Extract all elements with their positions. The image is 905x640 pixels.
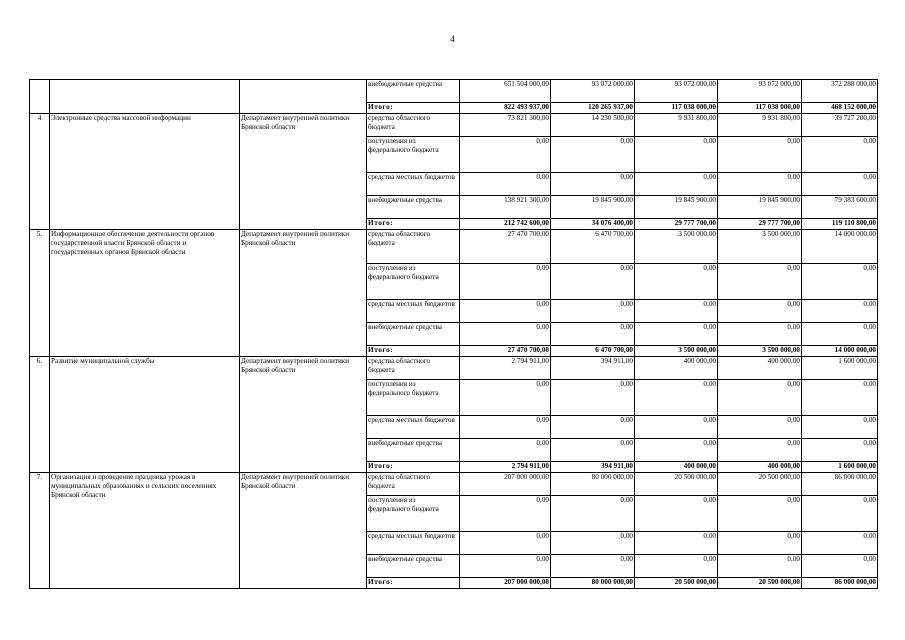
amount-cell: 0,00 (635, 173, 718, 196)
amount-cell: 34 076 400,00 (551, 219, 635, 230)
amount-cell: 0,00 (551, 380, 635, 416)
amount-cell: 19 845 900,00 (718, 196, 802, 219)
amount-cell: 79 383 600,00 (802, 196, 878, 219)
amount-cell: 19 845 900,00 (551, 196, 635, 219)
amount-cell: 27 470 700,00 (460, 230, 551, 264)
amount-cell: 0,00 (635, 323, 718, 346)
funding-source: поступления из федерального бюджета (367, 496, 460, 532)
funding-source: внебюджетные средства (367, 196, 460, 219)
funding-source: средства местных бюджетов (367, 300, 460, 323)
amount-cell: 822 493 937,00 (460, 103, 551, 114)
amount-cell: 119 110 800,00 (802, 219, 878, 230)
amount-cell: 80 000 000,00 (551, 473, 635, 496)
amount-cell: 20 500 000,00 (718, 578, 802, 589)
funding-source: средства областного бюджета (367, 114, 460, 137)
amount-cell: 0,00 (718, 416, 802, 439)
amount-cell: 0,00 (551, 439, 635, 462)
amount-cell: 0,00 (635, 555, 718, 578)
amount-cell: 0,00 (551, 416, 635, 439)
amount-cell: 0,00 (718, 323, 802, 346)
amount-cell: 3 500 000,00 (718, 346, 802, 357)
amount-cell: 0,00 (460, 555, 551, 578)
table-row (30, 473, 878, 496)
table-row (30, 230, 878, 264)
row-number: 6. (30, 357, 50, 473)
amount-cell: 29 777 700,00 (635, 219, 718, 230)
amount-cell: 1 600 000,00 (802, 357, 878, 380)
executor (240, 80, 367, 114)
amount-cell: 9 931 800,00 (718, 114, 802, 137)
amount-cell: 0,00 (718, 137, 802, 173)
table-body (30, 80, 878, 589)
amount-cell: 400 000,00 (635, 357, 718, 380)
amount-cell: 0,00 (635, 496, 718, 532)
amount-cell: 0,00 (551, 555, 635, 578)
amount-cell: 0,00 (460, 439, 551, 462)
amount-cell: 6 470 700,00 (551, 346, 635, 357)
amount-cell: 0,00 (802, 439, 878, 462)
funding-source: Итого: (367, 578, 460, 589)
funding-source: внебюджетные средства (367, 80, 460, 103)
amount-cell: 29 777 700,00 (718, 219, 802, 230)
amount-cell: 2 794 911,00 (460, 462, 551, 473)
amount-cell: 394 911,00 (551, 357, 635, 380)
amount-cell: 86 000 000,00 (802, 578, 878, 589)
amount-cell: 0,00 (460, 532, 551, 555)
amount-cell: 0,00 (718, 439, 802, 462)
program-name: Развитие муниципальной службы (50, 357, 240, 473)
amount-cell: 0,00 (551, 323, 635, 346)
amount-cell: 0,00 (802, 137, 878, 173)
amount-cell: 39 727 200,00 (802, 114, 878, 137)
amount-cell: 0,00 (635, 264, 718, 300)
amount-cell: 73 821 300,00 (460, 114, 551, 137)
amount-cell: 2 794 911,00 (460, 357, 551, 380)
amount-cell: 0,00 (460, 137, 551, 173)
amount-cell: 0,00 (551, 173, 635, 196)
amount-cell: 93 072 000,00 (635, 80, 718, 103)
funding-source: Итого: (367, 219, 460, 230)
amount-cell: 0,00 (718, 532, 802, 555)
amount-cell: 207 000 000,00 (460, 578, 551, 589)
amount-cell: 0,00 (635, 137, 718, 173)
amount-cell: 0,00 (635, 380, 718, 416)
amount-cell: 372 288 000,00 (802, 80, 878, 103)
amount-cell: 0,00 (718, 173, 802, 196)
amount-cell: 0,00 (635, 532, 718, 555)
amount-cell: 0,00 (460, 264, 551, 300)
amount-cell: 80 000 000,00 (551, 578, 635, 589)
funding-source: средства областного бюджета (367, 357, 460, 380)
amount-cell: 394 911,00 (551, 462, 635, 473)
amount-cell: 0,00 (551, 496, 635, 532)
amount-cell: 400 000,00 (718, 462, 802, 473)
amount-cell: 0,00 (551, 532, 635, 555)
amount-cell: 0,00 (460, 416, 551, 439)
amount-cell: 0,00 (635, 300, 718, 323)
row-number: 4 (30, 114, 50, 230)
amount-cell: 0,00 (802, 264, 878, 300)
amount-cell: 400 000,00 (718, 357, 802, 380)
amount-cell: 20 500 000,00 (718, 473, 802, 496)
amount-cell: 138 921 300,00 (460, 196, 551, 219)
amount-cell: 0,00 (802, 173, 878, 196)
amount-cell: 0,00 (460, 323, 551, 346)
amount-cell: 0,00 (718, 496, 802, 532)
executor: Департамент внутренней политики Брянской области (240, 230, 367, 357)
amount-cell: 212 742 600,00 (460, 219, 551, 230)
amount-cell: 14 000 000,00 (802, 346, 878, 357)
program-name (50, 80, 240, 114)
amount-cell: 0,00 (551, 300, 635, 323)
amount-cell: 0,00 (635, 416, 718, 439)
amount-cell: 0,00 (460, 380, 551, 416)
amount-cell: 93 072 000,00 (718, 80, 802, 103)
page-number: 4 (450, 34, 455, 44)
table-row (30, 114, 878, 137)
funding-source: поступления из федерального бюджета (367, 264, 460, 300)
amount-cell: 468 152 000,00 (802, 103, 878, 114)
table-row (30, 80, 878, 103)
amount-cell: 0,00 (802, 323, 878, 346)
funding-source: внебюджетные средства (367, 555, 460, 578)
amount-cell: 0,00 (802, 555, 878, 578)
amount-cell: 1 600 000,00 (802, 462, 878, 473)
executor: Департамент внутренней политики Брянской области (240, 473, 367, 589)
amount-cell: 0,00 (460, 173, 551, 196)
amount-cell: 400 000,00 (635, 462, 718, 473)
table-row (30, 357, 878, 380)
program-name: Информационное обеспечение деятельности органов государственной власти Брянской области и государственных органов Брянской области (50, 230, 240, 357)
amount-cell: 117 038 000,00 (718, 103, 802, 114)
program-name: Организация и проведение праздника урожая в муниципальных образованиях и сельских поселениях Брянской области (50, 473, 240, 589)
row-number (30, 80, 50, 114)
amount-cell: 20 500 000,00 (635, 578, 718, 589)
amount-cell: 207 000 000,00 (460, 473, 551, 496)
amount-cell: 0,00 (718, 555, 802, 578)
amount-cell: 3 500 000,00 (718, 230, 802, 264)
row-number: 7. (30, 473, 50, 589)
executor: Департамент внутренней политики Брянской области (240, 357, 367, 473)
funding-source: Итого: (367, 346, 460, 357)
amount-cell: 19 845 900,00 (635, 196, 718, 219)
amount-cell: 0,00 (802, 416, 878, 439)
amount-cell: 20 500 000,00 (635, 473, 718, 496)
amount-cell: 0,00 (718, 264, 802, 300)
amount-cell: 0,00 (460, 300, 551, 323)
funding-source: средства местных бюджетов (367, 416, 460, 439)
amount-cell: 0,00 (635, 439, 718, 462)
funding-source: поступления из федерального бюджета (367, 380, 460, 416)
funding-source: Итого: (367, 462, 460, 473)
amount-cell: 93 072 000,00 (551, 80, 635, 103)
amount-cell: 0,00 (802, 380, 878, 416)
amount-cell: 3 500 000,00 (635, 346, 718, 357)
funding-source: средства областного бюджета (367, 473, 460, 496)
amount-cell: 651 504 000,00 (460, 80, 551, 103)
row-number: 5. (30, 230, 50, 357)
amount-cell: 0,00 (460, 496, 551, 532)
executor: Департамент внутренней политики Брянской области (240, 114, 367, 230)
amount-cell: 3 500 000,00 (635, 230, 718, 264)
amount-cell: 120 265 937,00 (551, 103, 635, 114)
budget-table (29, 79, 878, 589)
amount-cell: 0,00 (718, 300, 802, 323)
funding-source: средства областного бюджета (367, 230, 460, 264)
amount-cell: 14 000 000,00 (802, 230, 878, 264)
amount-cell: 0,00 (551, 137, 635, 173)
amount-cell: 117 038 000,00 (635, 103, 718, 114)
funding-source: внебюджетные средства (367, 323, 460, 346)
amount-cell: 0,00 (802, 300, 878, 323)
amount-cell: 0,00 (718, 380, 802, 416)
amount-cell: 0,00 (802, 496, 878, 532)
amount-cell: 9 931 800,00 (635, 114, 718, 137)
funding-source: средства местных бюджетов (367, 173, 460, 196)
funding-source: поступления из федерального бюджета (367, 137, 460, 173)
amount-cell: 86 000 000,00 (802, 473, 878, 496)
amount-cell: 6 470 700,00 (551, 230, 635, 264)
funding-source: Итого: (367, 103, 460, 114)
funding-source: внебюджетные средства (367, 439, 460, 462)
amount-cell: 0,00 (802, 532, 878, 555)
amount-cell: 0,00 (551, 264, 635, 300)
amount-cell: 27 470 700,00 (460, 346, 551, 357)
program-name: Электронные средства массовой информации (50, 114, 240, 230)
funding-source: средства местных бюджетов (367, 532, 460, 555)
amount-cell: 14 230 500,00 (551, 114, 635, 137)
